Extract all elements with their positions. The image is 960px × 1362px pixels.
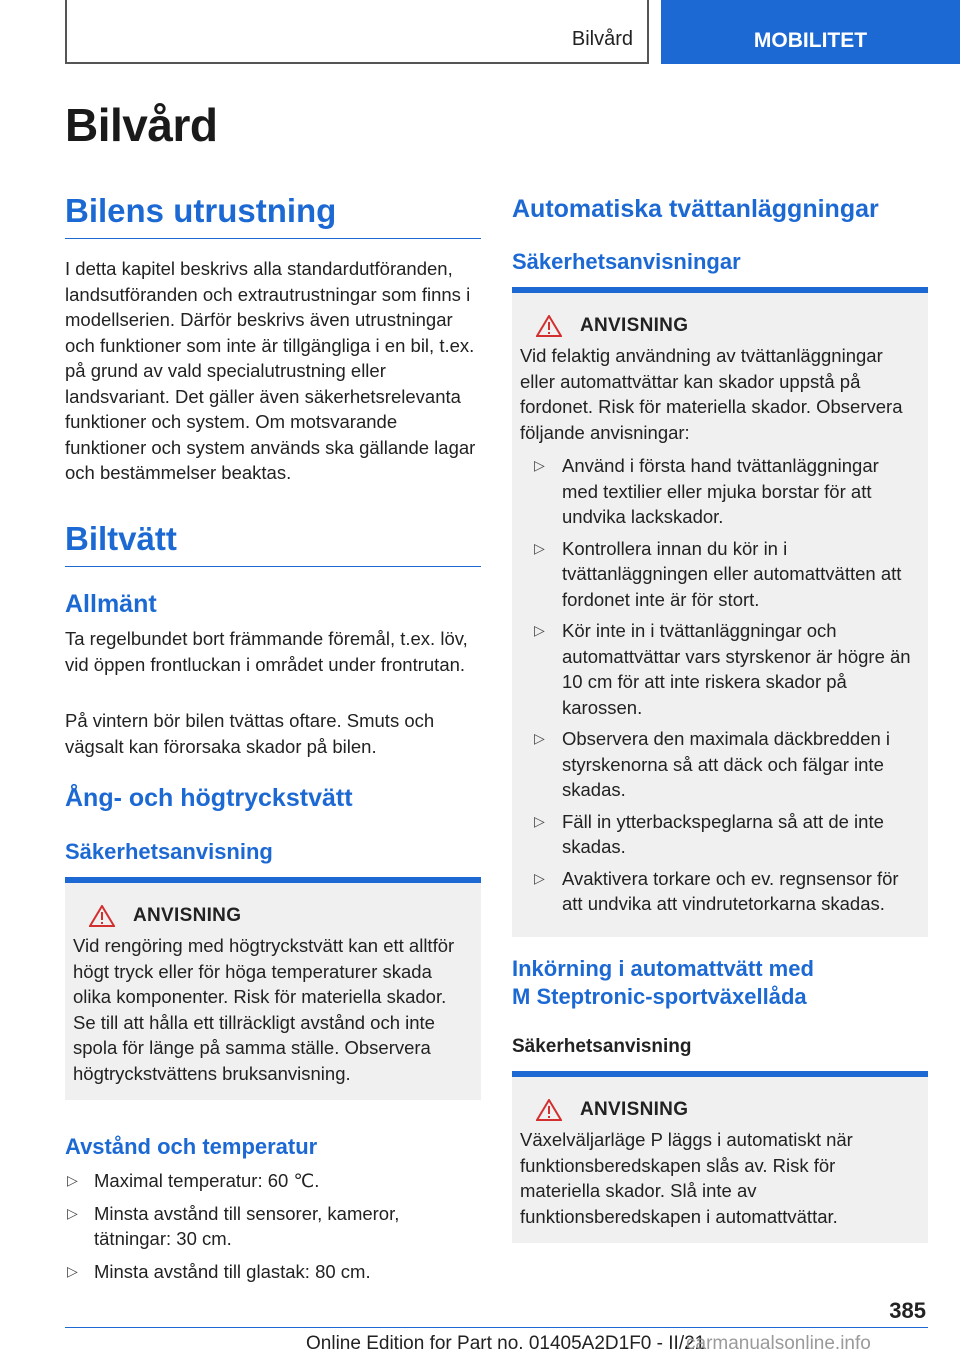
warning-title: ANVISNING — [580, 1099, 689, 1120]
list-item: ▷ Minsta avstånd till glastak: 80 cm. — [65, 1259, 481, 1285]
page-title: Bilvård — [65, 99, 218, 151]
triangle-right-icon: ▷ — [534, 622, 545, 638]
list-item: ▷ Kontrollera innan du kör in i tvättanläggningen eller automattvätten att fordonet inte är för stort. — [534, 537, 902, 610]
heading-safety-left: Säkerhetsanvisning — [65, 839, 273, 864]
triangle-right-icon: ▷ — [534, 869, 545, 886]
heading-allmant: Allmänt — [65, 590, 157, 618]
warning-text: Vid felaktig användning av tvättanläggningar eller automattvättar kan skador uppstå på fordonet. Risk för materiella skador. Observera följande anvisningar: — [520, 345, 903, 443]
triangle-right-icon: ▷ — [67, 1262, 78, 1279]
warning-box-steam — [65, 877, 481, 1100]
paragraph-general-2: På vintern bör bilen tvättas oftare. Smuts och vägsalt kan förorsaka skador på bilen. — [65, 710, 435, 757]
triangle-right-icon: ▷ — [534, 812, 545, 829]
warning-triangle-icon — [536, 315, 562, 337]
heading-automatic-wash: Automatiska tvättanläggningar — [512, 195, 879, 223]
list-item: ▷ Minsta avstånd till sensorer, kameror, tätningar: 30 cm. — [67, 1202, 400, 1249]
footer-edition: Online Edition for Part no. 01405A2D1F0 - II/21 — [306, 1333, 706, 1354]
triangle-right-icon: ▷ — [534, 730, 545, 746]
list-item: ▷ Kör inte in i tvättanläggningar och automattvättar vars styrskenor är högre än 10 cm för att inte riskera skador på karossen. — [534, 620, 911, 718]
triangle-right-icon: ▷ — [534, 457, 545, 473]
distance-list — [65, 1168, 481, 1291]
header-chapter-tab[interactable]: MOBILITET — [661, 0, 960, 64]
heading-distance-temperature: Avstånd och temperatur — [65, 1134, 318, 1159]
list-item: ▷ Använd i första hand tvättanläggningar med textilier eller mjuka borstar för att undvika lackskador. — [534, 455, 879, 527]
page-number: 385 — [889, 1298, 926, 1323]
list-item: ▷ Observera den maximala däckbredden i styrskenorna så att däck och fälgar inte skadas. — [534, 728, 891, 800]
triangle-right-icon: ▷ — [67, 1204, 78, 1221]
warning-box-steptronic — [512, 1071, 928, 1243]
triangle-right-icon: ▷ — [67, 1172, 78, 1188]
warning-header — [520, 1099, 918, 1121]
triangle-right-icon: ▷ — [534, 539, 545, 556]
header-box — [65, 0, 649, 64]
watermark-text: carmanualsonline.info — [686, 1333, 871, 1354]
warning-triangle-icon — [536, 1099, 562, 1121]
list-item: ▷ Fäll in ytterbackspeglarna så att de inte skadas. — [534, 810, 884, 857]
heading-steam-wash: Ång- och högtryckstvätt — [65, 784, 353, 812]
heading-steptronic: Inkörning i automattvätt med M Steptronic-sportväxellåda — [512, 956, 814, 1009]
warning-title: ANVISNING — [133, 905, 242, 926]
heading-biltvatt: Biltvätt — [65, 520, 481, 567]
warning-triangle-icon — [89, 905, 115, 927]
warning-text: Vid rengöring med högtryckstvätt kan ett alltför högt tryck eller för höga temperaturer skada olika komponenter. Risk för materiella skador. Se till att hålla ett tillräckligt avstånd och inte spola för länge på samma ställe. Observera högtryckstvättens bruksanvisning. — [73, 935, 455, 1084]
warning-header — [520, 315, 918, 337]
warning-box-auto-wash — [512, 287, 928, 937]
warning-text: Växelväljarläge P läggs i automatiskt när funktionsberedskapen slås av. Risk för materiella skador. Slå inte av funktionsberedskapen i automattvättar. — [520, 1129, 853, 1227]
warning-list — [520, 453, 918, 917]
list-item: ▷ Avaktivera torkare och ev. regnsensor för att undvika att vindrutetorkarna skadas. — [534, 867, 899, 914]
warning-title: ANVISNING — [580, 315, 689, 336]
list-item: ▷ Maximal temperatur: 60 ℃. — [65, 1168, 481, 1194]
heading-safety-right: Säkerhetsanvisningar — [512, 249, 741, 274]
heading-bilens-utrustning: Bilens utrustning — [65, 192, 481, 239]
paragraph-equipment: I detta kapitel beskrivs alla standardutföranden, landsutföranden och extrautrustningar som finns i modellserien. Därför beskrivs även utrustningar och funktioner som inte är tillgängliga i en bil, t.ex. på grund av vald specialutrustning eller landsvariant. Det gäller även säkerhetsrelevanta funktioner och system. Om motsvarande funktioner och system används ska gällande lagar och bestämmelser beaktas. — [65, 258, 476, 483]
header-section: Bilvård — [571, 28, 633, 50]
paragraph-general-1: Ta regelbundet bort främmande föremål, t.ex. löv, vid öppen frontluckan i området under frontrutan. — [65, 628, 468, 675]
heading-safety-steptronic: Säkerhetsanvisning — [512, 1036, 692, 1057]
warning-header — [73, 905, 471, 927]
footer-divider — [65, 1327, 928, 1328]
